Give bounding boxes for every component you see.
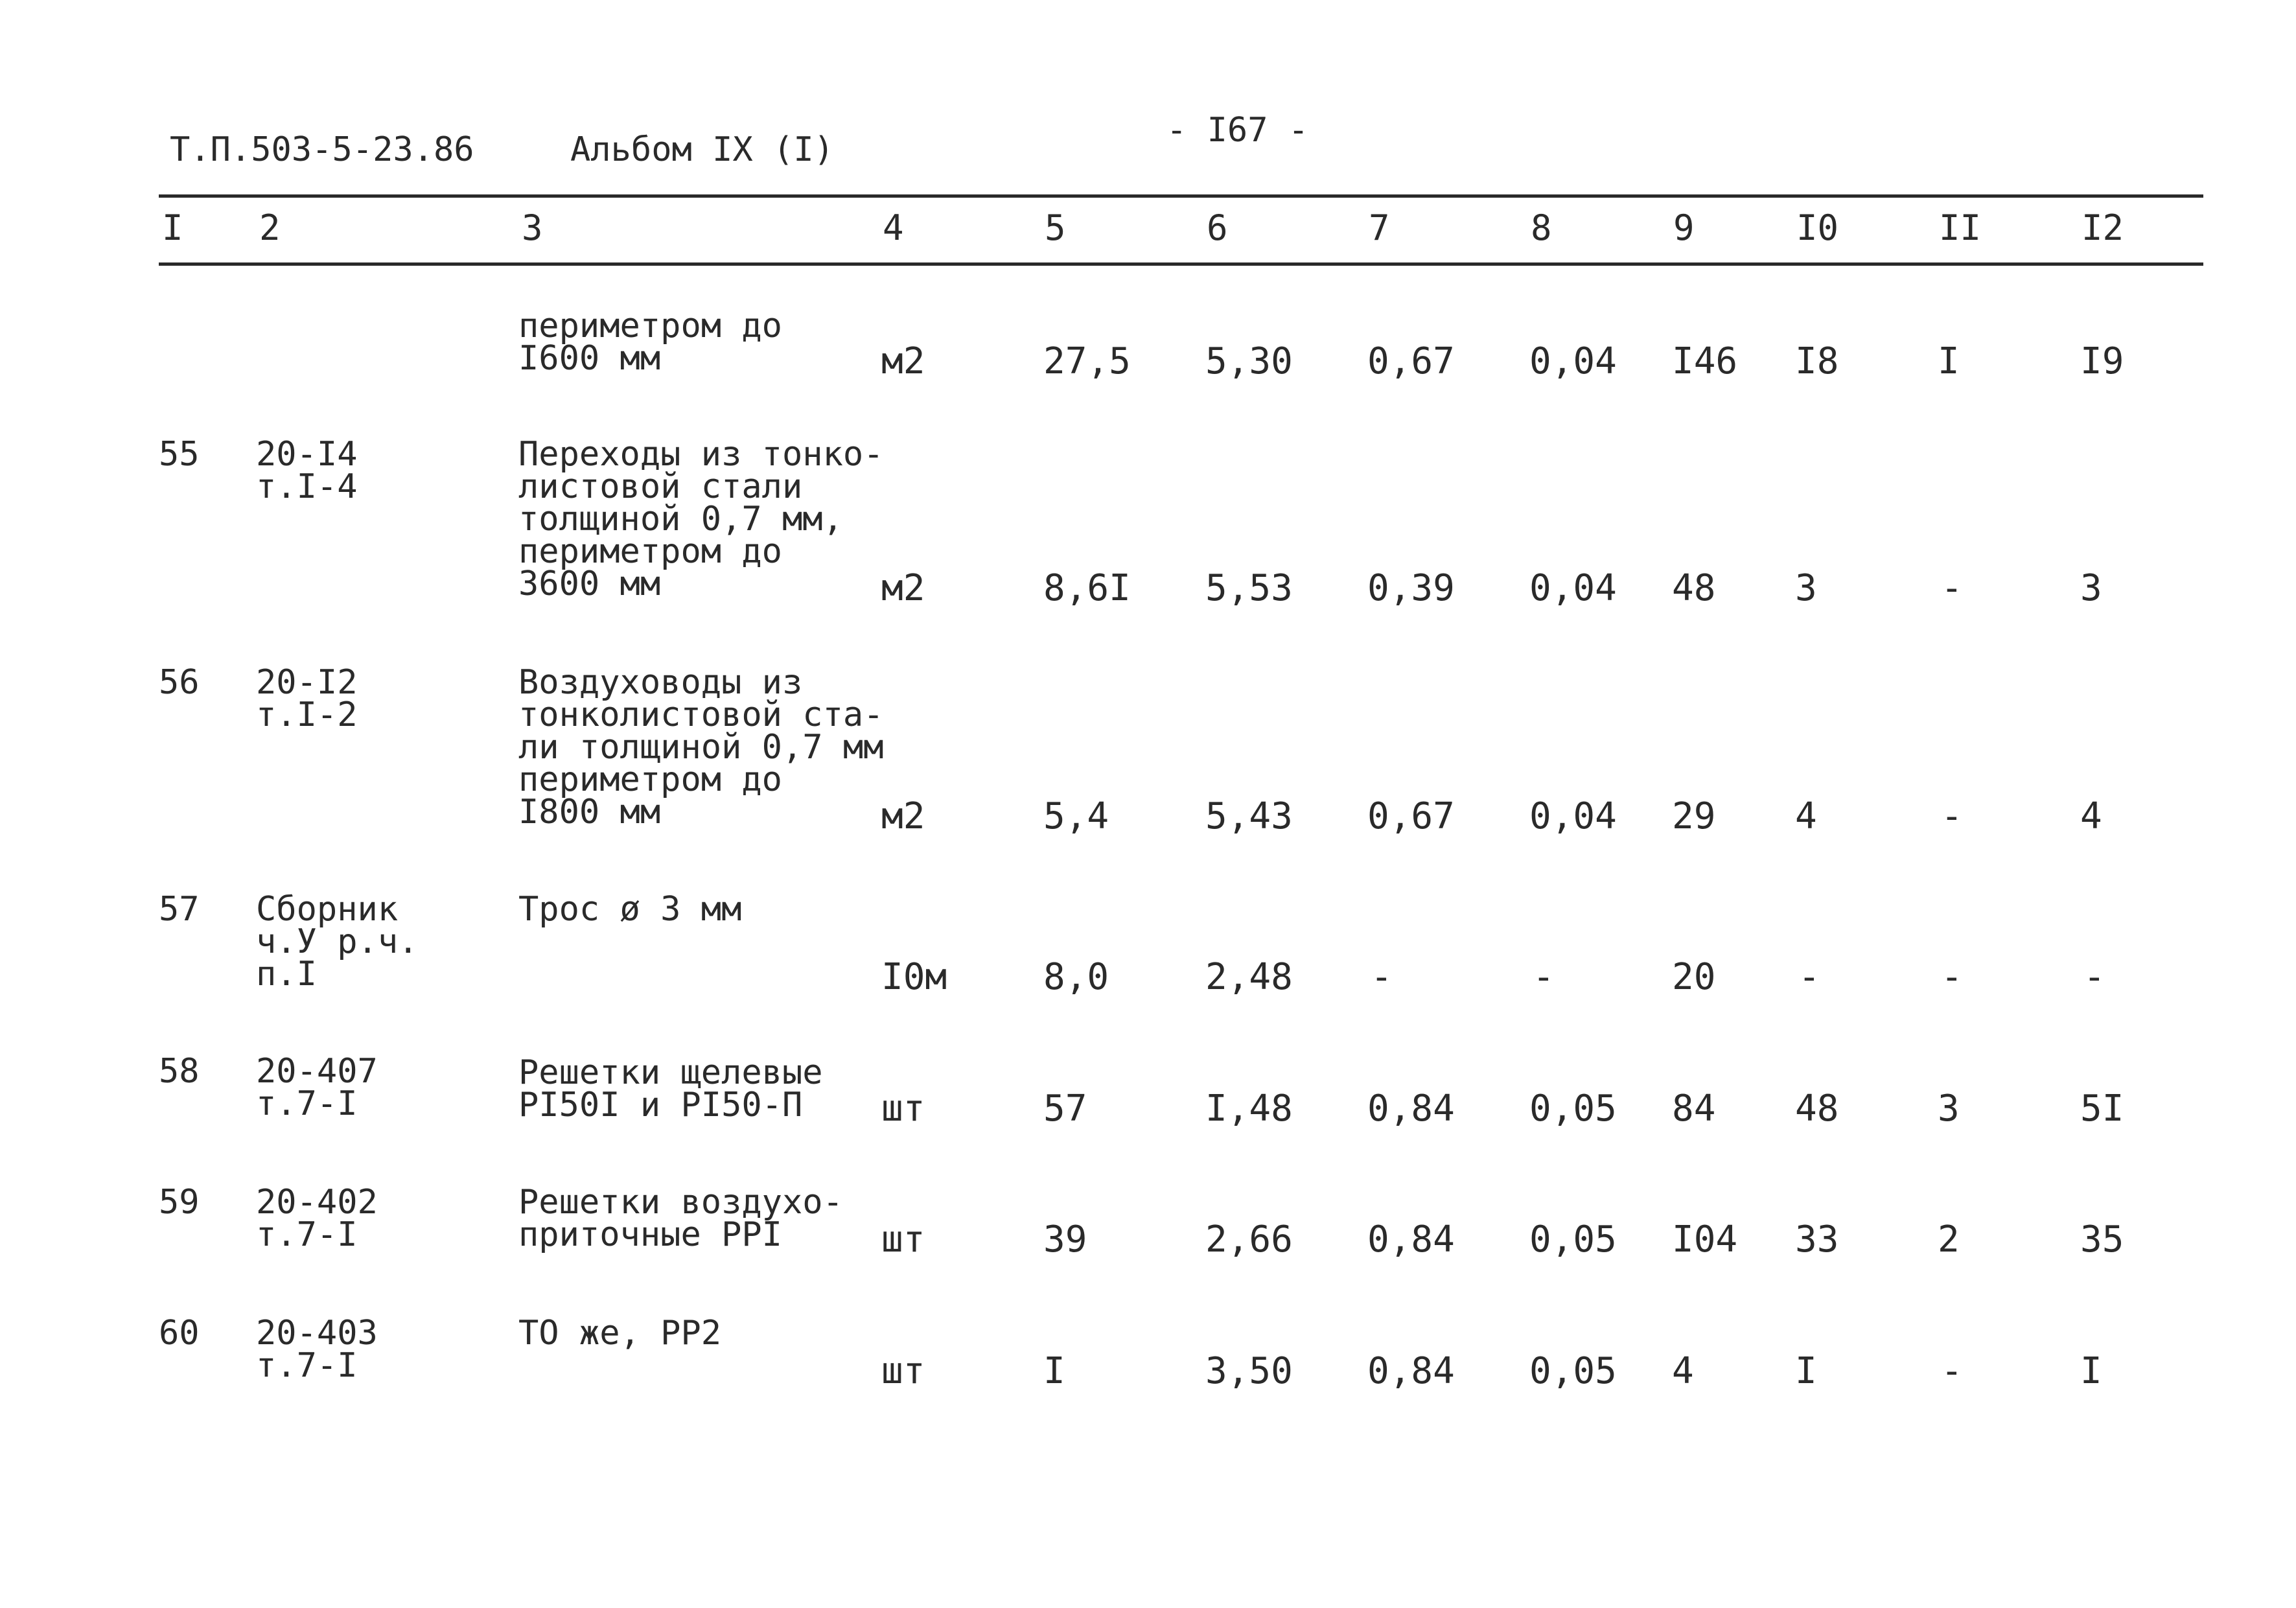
norm-code: Сборник ч.У р.ч. п.I: [256, 890, 419, 994]
value-col-10: I8: [1795, 340, 1839, 382]
page-number: - I67 -: [1166, 111, 1309, 150]
value-col-7: 0,84: [1367, 1350, 1455, 1392]
value-col-6: 3,50: [1205, 1350, 1293, 1392]
column-number: I0: [1796, 207, 1839, 248]
value-col-12: 4: [2080, 795, 2102, 837]
quantity: 57: [1043, 1088, 1087, 1130]
value-col-11: -: [1941, 1350, 1963, 1392]
work-name: Трос ø 3 мм: [518, 890, 742, 929]
norm-code: 20-I2 т.I-2: [256, 663, 358, 734]
work-name: Переходы из тонко- листовой стали толщиной 0,7 мм, периметром до 3600 мм: [518, 435, 884, 603]
value-col-9: I46: [1672, 340, 1738, 382]
column-number: 8: [1531, 207, 1552, 248]
work-name: ТО же, PP2: [518, 1314, 722, 1353]
value-col-12: 3: [2080, 567, 2102, 609]
quantity: 27,5: [1043, 340, 1131, 382]
work-name: Воздуховоды из тонколистовой ста- ли толщиной 0,7 мм периметром до I800 мм: [518, 663, 884, 832]
quantity: 5,4: [1043, 795, 1109, 837]
value-col-12: -: [2083, 956, 2105, 998]
value-col-10: 33: [1795, 1218, 1839, 1261]
value-col-12: 35: [2080, 1218, 2124, 1261]
album-label: Альбом IX (I): [570, 130, 834, 169]
unit: м2: [881, 567, 925, 609]
row-number: 58: [159, 1052, 200, 1091]
value-col-11: -: [1941, 795, 1963, 837]
value-col-12: 5I: [2080, 1088, 2124, 1130]
value-col-9: 48: [1672, 567, 1716, 609]
value-col-10: I: [1795, 1350, 1817, 1392]
value-col-10: 4: [1795, 795, 1817, 837]
value-col-8: 0,04: [1529, 340, 1617, 382]
work-name: Решетки воздухо- приточные PPI: [518, 1183, 843, 1254]
value-col-9: 20: [1672, 956, 1716, 998]
value-col-11: -: [1941, 567, 1963, 609]
unit: м2: [881, 340, 925, 382]
value-col-6: 2,48: [1205, 956, 1293, 998]
table-header-rule: [159, 262, 2203, 266]
column-number: 4: [883, 207, 904, 248]
column-number: II: [1939, 207, 1982, 248]
value-col-7: 0,39: [1367, 567, 1455, 609]
unit: шт: [881, 1088, 925, 1130]
column-number: 6: [1207, 207, 1228, 248]
value-col-7: 0,84: [1367, 1218, 1455, 1261]
value-col-8: 0,04: [1529, 567, 1617, 609]
row-number: 56: [159, 663, 200, 702]
quantity: 39: [1043, 1218, 1087, 1261]
value-col-8: 0,05: [1529, 1088, 1617, 1130]
value-col-10: -: [1798, 956, 1820, 998]
value-col-6: I,48: [1205, 1088, 1293, 1130]
value-col-6: 5,30: [1205, 340, 1293, 382]
value-col-11: -: [1941, 956, 1963, 998]
row-number: 59: [159, 1183, 200, 1222]
value-col-8: 0,04: [1529, 795, 1617, 837]
column-number: I2: [2081, 207, 2124, 248]
value-col-6: 5,43: [1205, 795, 1293, 837]
norm-code: 20-I4 т.I-4: [256, 435, 358, 506]
value-col-9: 29: [1672, 795, 1716, 837]
column-number: 9: [1673, 207, 1695, 248]
quantity: 8,0: [1043, 956, 1109, 998]
value-col-7: 0,67: [1367, 340, 1455, 382]
norm-code: 20-402 т.7-I: [256, 1183, 378, 1254]
column-number: I: [162, 207, 183, 248]
value-col-8: -: [1533, 956, 1555, 998]
value-col-8: 0,05: [1529, 1218, 1617, 1261]
value-col-9: I04: [1672, 1218, 1738, 1261]
work-name: Решетки щелевые PI50I и PI50-П: [518, 1053, 823, 1124]
value-col-9: 4: [1672, 1350, 1694, 1392]
column-number: 5: [1045, 207, 1066, 248]
unit: шт: [881, 1350, 925, 1392]
value-col-7: -: [1371, 956, 1393, 998]
value-col-10: 48: [1795, 1088, 1839, 1130]
document-code: Т.П.503-5-23.86: [170, 130, 474, 169]
value-col-11: 3: [1938, 1088, 1960, 1130]
value-col-8: 0,05: [1529, 1350, 1617, 1392]
norm-code: 20-407 т.7-I: [256, 1052, 378, 1123]
value-col-10: 3: [1795, 567, 1817, 609]
unit: м2: [881, 795, 925, 837]
row-number: 57: [159, 890, 200, 929]
unit: I0м: [881, 956, 947, 998]
value-col-7: 0,67: [1367, 795, 1455, 837]
value-col-6: 2,66: [1205, 1218, 1293, 1261]
row-number: 60: [159, 1314, 200, 1353]
unit: шт: [881, 1218, 925, 1261]
value-col-12: I: [2080, 1350, 2102, 1392]
norm-code: 20-403 т.7-I: [256, 1314, 378, 1385]
column-number: 3: [522, 207, 543, 248]
value-col-6: 5,53: [1205, 567, 1293, 609]
row-number: 55: [159, 435, 200, 474]
value-col-7: 0,84: [1367, 1088, 1455, 1130]
value-col-11: I: [1938, 340, 1960, 382]
quantity: 8,6I: [1043, 567, 1131, 609]
value-col-12: I9: [2080, 340, 2124, 382]
value-col-9: 84: [1672, 1088, 1716, 1130]
value-col-11: 2: [1938, 1218, 1960, 1261]
work-name: периметром до I600 мм: [518, 307, 782, 378]
table-top-rule: [159, 194, 2203, 198]
column-number: 2: [259, 207, 281, 248]
column-number: 7: [1369, 207, 1390, 248]
quantity: I: [1043, 1350, 1065, 1392]
